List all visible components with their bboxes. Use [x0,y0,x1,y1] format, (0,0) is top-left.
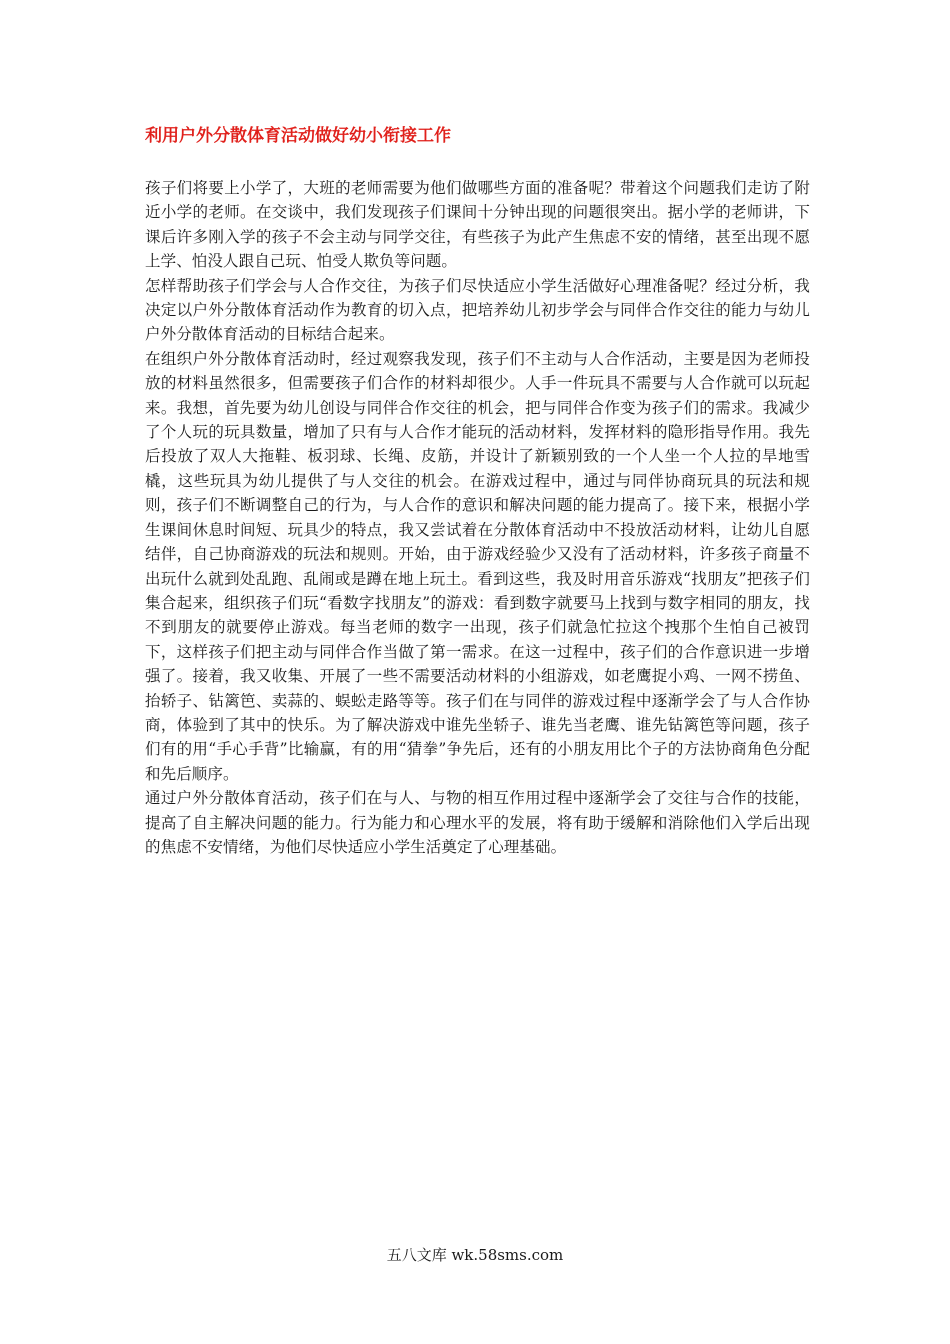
document-body [145,176,810,859]
paragraph-4: 通过户外分散体育活动，孩子们在与人、与物的相互作用过程中逐渐学会了交往与合作的技能，提高了自主解决问题的能力。行为能力和心理水平的发展，将有助于缓解和消除他们入学后出现的焦虑不安情绪，为他们尽快适应小学生活奠定了心理基础。 [145,789,810,856]
paragraph-3: 在组织户外分散体育活动时，经过观察我发现，孩子们不主动与人合作活动，主要是因为老师投放的材料虽然很多，但需要孩子们合作的材料却很少。人手一件玩具不需要与人合作就可以玩起来。我想，首先要为幼儿创设与同伴合作交往的机会，把与同伴合作变为孩子们的需求。我减少了个人玩的玩具数量，增加了只有与人合作才能玩的活动材料，发挥材料的隐形指导作用。我先后投放了双人大拖鞋、板羽球、长绳、皮筋，并设计了新颖别致的一个人坐一个人拉的旱地雪橇，这些玩具为幼儿提供了与人交往的机会。在游戏过程中，通过与同伴协商玩具的玩法和规则，孩子们不断调整自己的行为，与人合作的意识和解决问题的能力提高了。接下来，根据小学生课间休息时间短、玩具少的特点，我又尝试着在分散体育活动中不投放活动材料，让幼儿自愿结伴，自己协商游戏的玩法和规则。开始，由于游戏经验少又没有了活动材料，许多孩子商量不出玩什么就到处乱跑、乱闹或是蹲在地上玩土。看到这些，我及时用音乐游戏“找朋友”把孩子们集合起来，组织孩子们玩“看数字找朋友”的游戏：看到数字就要马上找到与数字相同的朋友，找不到朋友的就要停止游戏。每当老师的数字一出现，孩子们就急忙拉这个拽那个生怕自己被罚下，这样孩子们把主动与同伴合作当做了第一需求。在这一过程中，孩子们的合作意识进一步增强了。接着，我又收集、开展了一些不需要活动材料的小组游戏，如老鹰捉小鸡、一网不捞鱼、抬轿子、钻篱笆、卖蒜的、蜈蚣走路等等。孩子们在与同伴的游戏过程中逐渐学会了与人合作协商，体验到了其中的快乐。为了解决游戏中谁先坐轿子、谁先当老鹰、谁先钻篱笆等问题，孩子们有的用“手心手背”比输赢，有的用“猜拳”争先后，还有的小朋友用比个子的方法协商角色分配和先后顺序。 [145,349,810,783]
document-title: 利用户外分散体育活动做好幼小衔接工作 [145,126,451,146]
paragraph-2: 怎样帮助孩子们学会与人合作交往，为孩子们尽快适应小学生活做好心理准备呢？经过分析，我决定以户外分散体育活动作为教育的切入点，把培养幼儿初步学会与同伴合作交往的能力与幼儿户外分散体育活动的目标结合起来。 [145,276,810,344]
paragraph-1: 孩子们将要上小学了，大班的老师需要为他们做哪些方面的准备呢？带着这个问题我们走访了附近小学的老师。在交谈中，我们发现孩子们课间十分钟出现的问题很突出。据小学的老师讲，下课后许多刚入学的孩子不会主动与同学交往，有些孩子为此产生焦虑不安的情绪，甚至出现不愿上学、怕没人跟自己玩、怕受人欺负等问题。 [145,179,810,271]
footer-watermark: 五八文库 wk.58sms.com [386,1246,564,1264]
